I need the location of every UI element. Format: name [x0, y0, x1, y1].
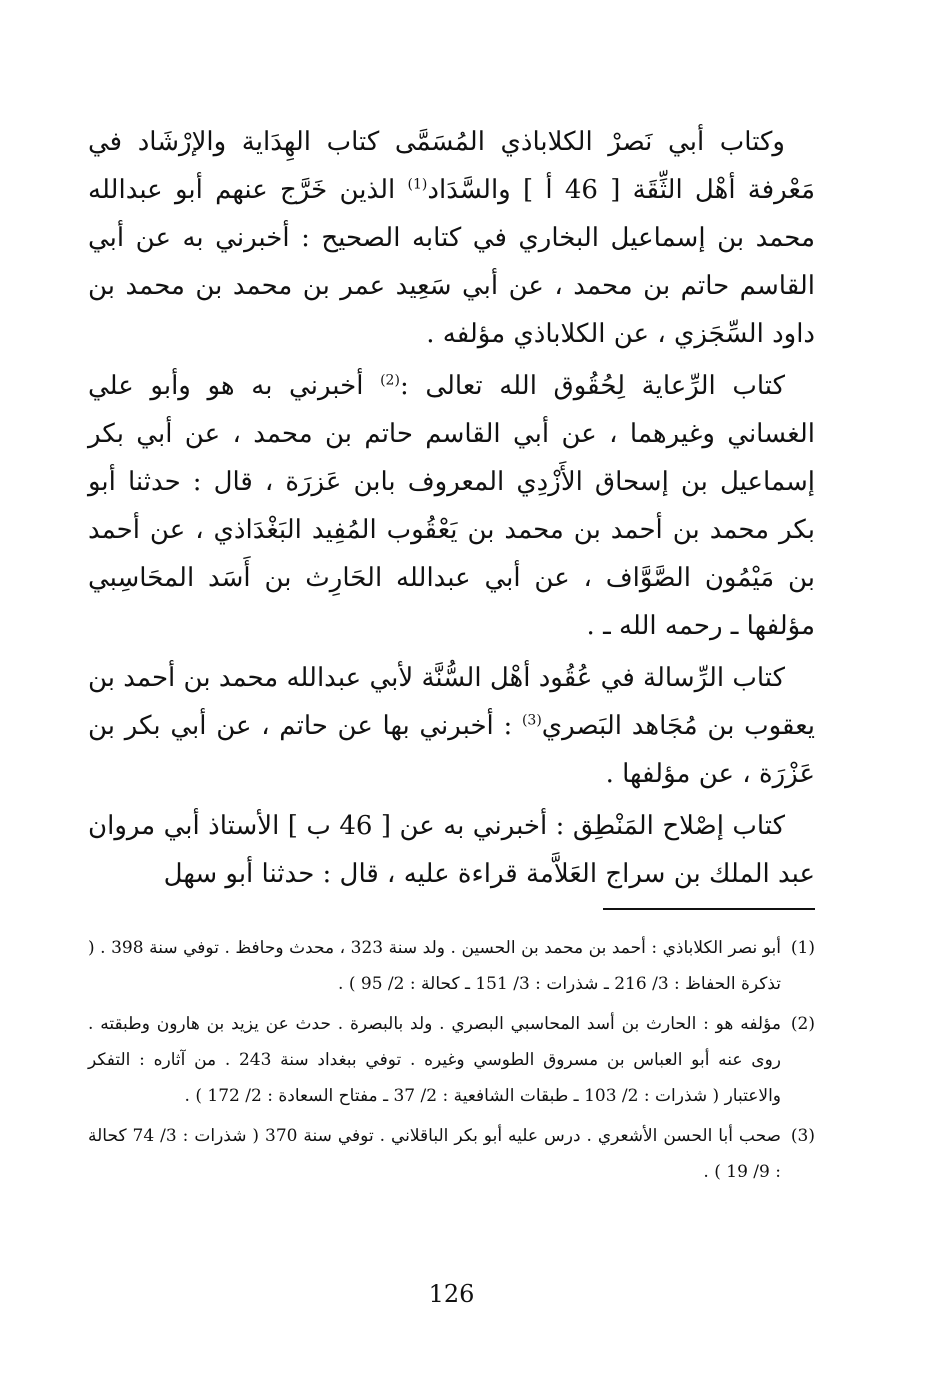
paragraph-p1	[88, 118, 815, 358]
paragraph-p4	[88, 802, 815, 898]
paragraph-p2	[88, 362, 815, 650]
footnote-item	[88, 930, 815, 1002]
footnote-reference: (2)	[380, 372, 400, 389]
paragraph-text: : أخبرني بها عن حاتم ، عن أبي بكر بن عَزْرَة ، عن مؤلفها .	[88, 711, 815, 789]
paragraph-text: أخبرني به هو وأبو علي الغساني وغيرهما ، عن أبي القاسم حاتم بن محمد ، عن أبي بكر إسماعيل بن إسحاق الأَزْدِي المعروف بابن عَزرَة ، قال : حدثنا أبو بكر محمد بن أحمد بن محمد بن يَعْقُوب المُفِيد البَغْدَاذي ، عن أحمد بن مَيْمُون الصَّوَّاف ، عن أبي عبدالله الحَارِث بن أَسَد المحَاسِبي مؤلفها ـ رحمه الله ـ .	[88, 371, 815, 641]
footnote-item	[88, 1118, 815, 1190]
document-page	[88, 118, 815, 1338]
footnote-reference: (1)	[407, 176, 428, 193]
footnote-separator	[603, 908, 815, 910]
paragraph-text: كتاب الرِّعاية لِحُقُوق الله تعالى :	[399, 371, 785, 401]
footnote-number: (1)	[790, 938, 815, 958]
paragraph-text: كتاب إصْلاح المَنْطِق : أخبرني به عن [ 46 ب ] الأستاذ أبي مروان عبد الملك بن سراج العَلاَّمة قراءة عليه ، قال : حدثنا أبو سهل	[88, 811, 815, 889]
paragraph-p3	[88, 654, 815, 798]
footnote-reference: (3)	[521, 712, 542, 729]
paragraph-text: الذين خَرَّج عنهم أبو عبدالله محمد بن إسماعيل البخاري في كتابه الصحيح : أخبرني به عن أبي القاسم حاتم بن محمد ، عن أبي سَعِيد عمر بن محمد بن محمد بن داود السِّجَزي ، عن الكلاباذي مؤلفه .	[88, 175, 815, 349]
page-number: 126	[428, 1280, 475, 1308]
footnote-text: صحب أبا الحسن الأشعري . درس عليه أبو بكر الباقلاني . توفي سنة 370 ( شذرات : 3/ 74 كحالة : 9/ 19 ) .	[88, 1126, 781, 1182]
footnotes	[88, 930, 815, 1194]
footnote-text: أبو نصر الكلاباذي : أحمد بن محمد بن الحسين . ولد سنة 323 ، محدث وحافظ . توفي سنة 398 . ( تذكرة الحفاظ : 3/ 216 ـ شذرات : 3/ 151 ـ كحالة : 2/ 95 ) .	[88, 938, 782, 994]
footnote-item	[88, 1006, 815, 1114]
main-text	[88, 118, 815, 898]
paragraph-text: وكتاب أبي نَصرْ الكلاباذي المُسَمَّى كتاب الهِدَاية والإرْشَاد في مَعْرفة أهْل الثِّقَة [ 46 أ ] والسَّدَاد	[88, 127, 815, 205]
paragraph-text: كتاب الرِّسالة في عُقُود أهْل السُّنَّة لأبي عبدالله محمد بن أحمد بن يعقوب بن مُجَاهد البَصري	[88, 663, 815, 741]
footnote-text: مؤلفه هو : الحارث بن أسد المحاسبي البصري . ولد بالبصرة . حدث عن يزيد بن هارون وطبقته . روى عنه أبو العباس بن مسروق الطوسي وغيره . توفي ببغداد سنة 243 . من آثاره : التفكر والاعتبار ( شذرات : 2/ 103 ـ طبقات الشافعية : 2/ 37 ـ مفتاح السعادة : 2/ 172 ) .	[88, 1014, 781, 1106]
footnote-number: (3)	[790, 1126, 815, 1146]
footnote-number: (2)	[790, 1014, 815, 1034]
